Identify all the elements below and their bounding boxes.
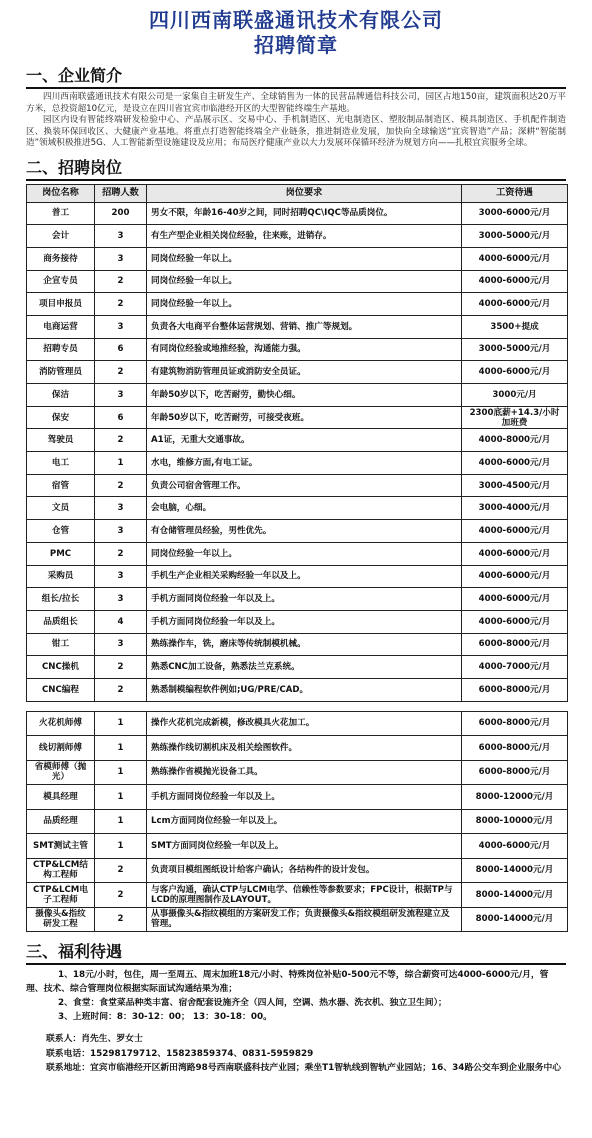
table-row xyxy=(27,633,568,656)
requirement-cell: 手机生产企业相关采购经验一年以及上。 xyxy=(147,565,462,588)
headcount-cell: 2 xyxy=(95,907,147,932)
requirement-cell: SMT方面同岗位经验一年以及上。 xyxy=(147,834,462,859)
headcount-cell: 1 xyxy=(95,834,147,859)
heading-rule xyxy=(26,87,566,89)
salary-cell: 4000-6000元/月 xyxy=(462,293,568,316)
salary-cell: 4000-6000元/月 xyxy=(462,588,568,611)
jobs-table-body xyxy=(27,202,568,932)
salary-cell: 6000-8000元/月 xyxy=(462,736,568,761)
salary-cell: 4000-6000元/月 xyxy=(462,247,568,270)
job-title-cell: 电商运营 xyxy=(27,315,95,338)
requirement-cell: 水电，维修方面,有电工证。 xyxy=(147,452,462,475)
job-title-cell: CTP&LCM电子工程师 xyxy=(27,883,95,908)
column-header: 工资待遇 xyxy=(462,184,568,202)
requirement-cell: 同岗位经验一年以上。 xyxy=(147,293,462,316)
headcount-cell: 1 xyxy=(95,809,147,834)
table-row xyxy=(27,315,568,338)
job-title-cell: 火花机师傅 xyxy=(27,711,95,736)
job-title-cell: 企宣专员 xyxy=(27,270,95,293)
requirement-cell: 手机方面同岗位经验一年以及上。 xyxy=(147,785,462,810)
table-row xyxy=(27,293,568,316)
salary-cell: 3000-6000元/月 xyxy=(462,202,568,225)
headcount-cell: 3 xyxy=(95,225,147,248)
salary-cell: 4000-6000元/月 xyxy=(462,565,568,588)
job-title-cell: 品质经理 xyxy=(27,809,95,834)
requirement-cell: 负责各大电商平台整体运营规划、营销、推广等规划。 xyxy=(147,315,462,338)
headcount-cell: 200 xyxy=(95,202,147,225)
heading-rule xyxy=(26,179,566,181)
company-intro xyxy=(26,92,566,150)
table-row xyxy=(27,429,568,452)
salary-cell: 4000-6000元/月 xyxy=(462,361,568,384)
headcount-cell: 1 xyxy=(95,711,147,736)
headcount-cell: 3 xyxy=(95,588,147,611)
column-header: 岗位名称 xyxy=(27,184,95,202)
table-row xyxy=(27,610,568,633)
job-title-cell: 招聘专员 xyxy=(27,338,95,361)
requirement-cell: 熟悉制模编程软件例如;UG/PRE/CAD。 xyxy=(147,678,462,701)
table-row xyxy=(27,760,568,785)
headcount-cell: 2 xyxy=(95,542,147,565)
company-title: 四川西南联盛通讯技术有限公司 xyxy=(149,8,443,32)
job-title-cell: 驾驶员 xyxy=(27,429,95,452)
requirement-cell: 熟悉CNC加工设备，熟悉法兰克系统。 xyxy=(147,656,462,679)
requirement-cell: Lcm方面同岗位经验一年以及上。 xyxy=(147,809,462,834)
salary-cell: 4000-6000元/月 xyxy=(462,610,568,633)
table-row xyxy=(27,834,568,859)
headcount-cell: 2 xyxy=(95,361,147,384)
headcount-cell: 6 xyxy=(95,406,147,429)
requirement-cell: 同岗位经验一年以上。 xyxy=(147,542,462,565)
table-row xyxy=(27,384,568,407)
job-title-cell: 品质组长 xyxy=(27,610,95,633)
requirement-cell: 操作火花机完成新模，修改模具火花加工。 xyxy=(147,711,462,736)
job-title-cell: 普工 xyxy=(27,202,95,225)
requirement-cell: 熟练操作线切割机床及相关绘图软件。 xyxy=(147,736,462,761)
salary-cell: 6000-8000元/月 xyxy=(462,711,568,736)
table-row xyxy=(27,588,568,611)
salary-cell: 8000-10000元/月 xyxy=(462,809,568,834)
table-row xyxy=(27,542,568,565)
job-title-cell: 仓管 xyxy=(27,520,95,543)
table-row xyxy=(27,785,568,810)
salary-cell: 4000-8000元/月 xyxy=(462,429,568,452)
table-row xyxy=(27,406,568,429)
job-title-cell: 商务接待 xyxy=(27,247,95,270)
contact-info xyxy=(26,1032,566,1076)
requirement-cell: 有仓储管理员经验，男性优先。 xyxy=(147,520,462,543)
requirement-cell: 男女不限，年龄16-40岁之间，同时招聘QC\IQC等品质岗位。 xyxy=(147,202,462,225)
requirement-cell: A1证，无重大交通事故。 xyxy=(147,429,462,452)
salary-cell: 6000-8000元/月 xyxy=(462,633,568,656)
heading-rule xyxy=(26,963,566,965)
table-spacer-row xyxy=(27,701,568,711)
table-row xyxy=(27,338,568,361)
job-title-cell: 保安 xyxy=(27,406,95,429)
job-title-cell: 会计 xyxy=(27,225,95,248)
headcount-cell: 2 xyxy=(95,429,147,452)
requirement-cell: 有建筑物消防管理员证或消防安全员证。 xyxy=(147,361,462,384)
salary-cell: 4000-6000元/月 xyxy=(462,542,568,565)
table-row xyxy=(27,474,568,497)
job-title-cell: SMT测试主管 xyxy=(27,834,95,859)
salary-cell: 4000-7000元/月 xyxy=(462,656,568,679)
welfare-item: 2、食堂：食堂菜品种类丰富、宿舍配套设施齐全（四人间，空调、热水器、洗衣机、独立卫生间）； xyxy=(58,998,447,1009)
job-title-cell: 保洁 xyxy=(27,384,95,407)
requirement-cell: 同岗位经验一年以上。 xyxy=(147,270,462,293)
table-row xyxy=(27,907,568,932)
job-title-cell: 项目申报员 xyxy=(27,293,95,316)
welfare-list xyxy=(26,968,566,1024)
salary-cell: 4000-6000元/月 xyxy=(462,270,568,293)
job-title-cell: 宿管 xyxy=(27,474,95,497)
headcount-cell: 3 xyxy=(95,315,147,338)
salary-cell: 8000-14000元/月 xyxy=(462,883,568,908)
headcount-cell: 3 xyxy=(95,633,147,656)
salary-cell: 3000-4500元/月 xyxy=(462,474,568,497)
headcount-cell: 1 xyxy=(95,760,147,785)
column-header: 岗位要求 xyxy=(147,184,462,202)
contact-person: 联系人：肖先生、罗女士 xyxy=(46,1034,143,1045)
headcount-cell: 2 xyxy=(95,270,147,293)
job-title-cell: 采购员 xyxy=(27,565,95,588)
headcount-cell: 2 xyxy=(95,656,147,679)
salary-cell: 3000-5000元/月 xyxy=(462,225,568,248)
salary-cell: 3000-5000元/月 xyxy=(462,338,568,361)
salary-cell: 6000-8000元/月 xyxy=(462,678,568,701)
job-title-cell: CNC操机 xyxy=(27,656,95,679)
salary-cell: 2300底薪+14.3/小时加班费 xyxy=(462,406,568,429)
intro-paragraph-1: 四川西南联盛通讯技术有限公司是一家集自主研发生产、全球销售为一体的民营品牌通信科技公司，园区占地150亩，建筑面积达20万平方米，总投资超10亿元，是设立在四川省宜宾市临港经开区的大型智能终端生产基地。 xyxy=(26,92,566,114)
table-row xyxy=(27,202,568,225)
intro-paragraph-2: 园区内设有智能终端研发检验中心、产品展示区、交易中心、手机制造区、光电制造区、塑胶制品制造区、模具制造区、手机配件制造区、换装环保回收区、大健康产业基地。将重点打造智能终端全产业链条，推进制造业发展，加快向全球输送“宜宾智造”产品；深耕“智能制造”领域积极推进5G、人工智能新型设施建设及应用；布局医疗健康产业以大力发展环保循环经济为规划方向——扎根宜宾服务全球。 xyxy=(26,115,566,148)
job-title-cell: 模具经理 xyxy=(27,785,95,810)
jobs-table xyxy=(26,184,568,933)
headcount-cell: 3 xyxy=(95,520,147,543)
job-title-cell: 消防管理员 xyxy=(27,361,95,384)
requirement-cell: 会电脑，心细。 xyxy=(147,497,462,520)
requirement-cell: 手机方面同岗位经验一年以及上。 xyxy=(147,588,462,611)
table-row xyxy=(27,225,568,248)
headcount-cell: 1 xyxy=(95,785,147,810)
headcount-cell: 1 xyxy=(95,452,147,475)
salary-cell: 8000-12000元/月 xyxy=(462,785,568,810)
table-row xyxy=(27,736,568,761)
headcount-cell: 2 xyxy=(95,858,147,883)
contact-address: 联系地址：宜宾市临港经开区新田湾路98号西南联盛科技产业园；乘坐T1智轨线到智轨产业园站；16、34路公交车到企业服务中心 xyxy=(46,1063,562,1074)
table-row xyxy=(27,711,568,736)
welfare-item: 1、18元/小时，包住，周一至周五、周末加班18元/小时、特殊岗位补贴0-500元不等，综合薪资可达4000-6000元/月，管理、技术、综合管理岗位根据实际面试沟通结果为准； xyxy=(26,970,549,995)
salary-cell: 8000-14000元/月 xyxy=(462,907,568,932)
salary-cell: 3000-4000元/月 xyxy=(462,497,568,520)
spacer-cell xyxy=(27,701,568,711)
section-heading-intro: 一、企业简介 xyxy=(26,66,123,85)
table-row xyxy=(27,565,568,588)
requirement-cell: 同岗位经验一年以上。 xyxy=(147,247,462,270)
job-title-cell: 线切割师傅 xyxy=(27,736,95,761)
headcount-cell: 2 xyxy=(95,678,147,701)
requirement-cell: 有生产型企业相关岗位经验，往来账，进销存。 xyxy=(147,225,462,248)
requirement-cell: 手机方面同岗位经验一年以及上。 xyxy=(147,610,462,633)
table-row xyxy=(27,678,568,701)
table-row xyxy=(27,452,568,475)
poster-subtitle: 招聘简章 xyxy=(254,33,338,57)
requirement-cell: 年龄50岁以下，吃苦耐劳，勤快心细。 xyxy=(147,384,462,407)
job-title-cell: 文员 xyxy=(27,497,95,520)
headcount-cell: 1 xyxy=(95,736,147,761)
requirement-cell: 负责项目模组图纸设计给客户确认；各结构件的设计发包。 xyxy=(147,858,462,883)
headcount-cell: 3 xyxy=(95,384,147,407)
headcount-cell: 6 xyxy=(95,338,147,361)
table-row xyxy=(27,270,568,293)
salary-cell: 6000-8000元/月 xyxy=(462,760,568,785)
requirement-cell: 熟练操作省模抛光设备工具。 xyxy=(147,760,462,785)
table-row xyxy=(27,361,568,384)
headcount-cell: 3 xyxy=(95,497,147,520)
job-title-cell: 组长/拉长 xyxy=(27,588,95,611)
table-row xyxy=(27,858,568,883)
contact-phone: 联系电话：15298179712、15823859374、0831-5959829 xyxy=(46,1048,314,1059)
job-title-cell: 摄像头&指纹研发工程 xyxy=(27,907,95,932)
table-row xyxy=(27,497,568,520)
job-title-cell: 电工 xyxy=(27,452,95,475)
salary-cell: 3000元/月 xyxy=(462,384,568,407)
requirement-cell: 年龄50岁以下，吃苦耐劳，可接受夜班。 xyxy=(147,406,462,429)
headcount-cell: 3 xyxy=(95,247,147,270)
section-heading-jobs: 二、招聘岗位 xyxy=(26,157,123,177)
table-row xyxy=(27,247,568,270)
table-row xyxy=(27,520,568,543)
headcount-cell: 3 xyxy=(95,565,147,588)
salary-cell: 3500+提成 xyxy=(462,315,568,338)
requirement-cell: 与客户沟通，确认CTP与LCM电学、信赖性等参数要求；FPC设计，根据TP与LCD的原理图制作及LAYOUT。 xyxy=(147,883,462,908)
salary-cell: 8000-14000元/月 xyxy=(462,858,568,883)
requirement-cell: 从事摄像头&指纹模组的方案研发工作；负责摄像头&指纹模组研发流程建立及管理。 xyxy=(147,907,462,932)
requirement-cell: 有同岗位经验或地推经验，沟通能力强。 xyxy=(147,338,462,361)
requirement-cell: 熟练操作车，铣，磨床等传统制模机械。 xyxy=(147,633,462,656)
salary-cell: 4000-6000元/月 xyxy=(462,520,568,543)
table-header-row xyxy=(27,184,568,202)
job-title-cell: CNC编程 xyxy=(27,678,95,701)
headcount-cell: 2 xyxy=(95,293,147,316)
welfare-item: 3、上班时间：8：30-12：00； 13：30-18：00。 xyxy=(58,1012,272,1023)
job-title-cell: 省模师傅（抛光） xyxy=(27,760,95,785)
requirement-cell: 负责公司宿舍管理工作。 xyxy=(147,474,462,497)
table-row xyxy=(27,809,568,834)
salary-cell: 4000-6000元/月 xyxy=(462,452,568,475)
job-title-cell: PMC xyxy=(27,542,95,565)
table-row xyxy=(27,883,568,908)
column-header: 招聘人数 xyxy=(95,184,147,202)
salary-cell: 4000-6000元/月 xyxy=(462,834,568,859)
headcount-cell: 2 xyxy=(95,883,147,908)
headcount-cell: 4 xyxy=(95,610,147,633)
table-row xyxy=(27,656,568,679)
headcount-cell: 2 xyxy=(95,474,147,497)
job-title-cell: 钳工 xyxy=(27,633,95,656)
section-heading-welfare: 三、福利待遇 xyxy=(26,942,123,962)
job-title-cell: CTP&LCM结构工程师 xyxy=(27,858,95,883)
